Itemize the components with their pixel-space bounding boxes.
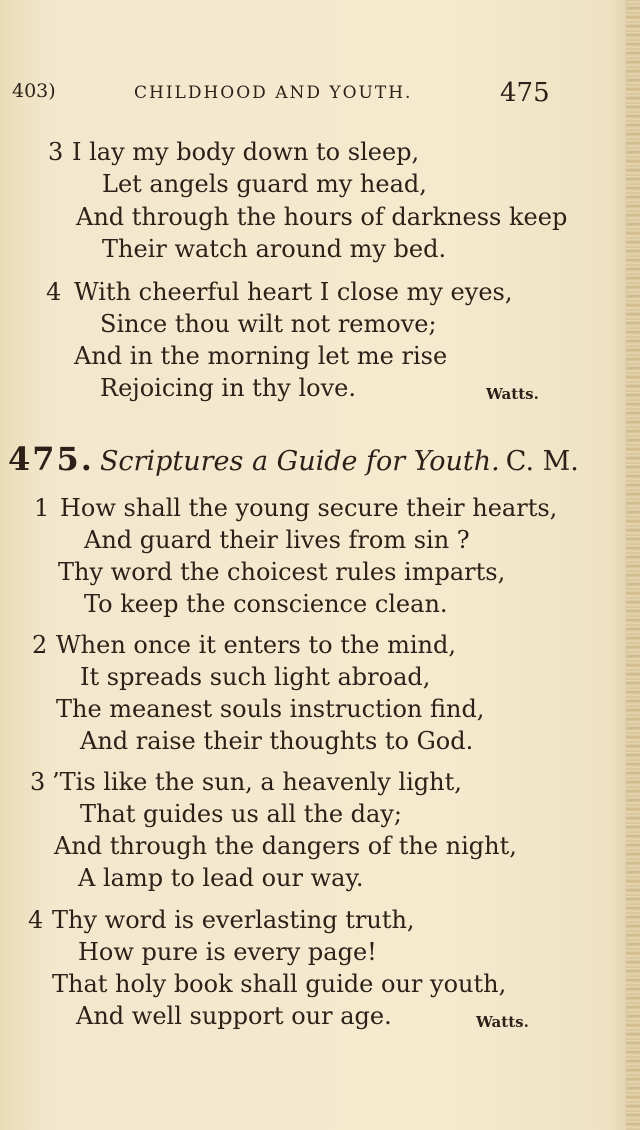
attribution: Watts. [486,385,539,403]
verse-line: And well support our age. [76,1002,392,1030]
verse-line: That holy book shall guide our youth, [52,970,507,998]
running-header [0,80,640,114]
verse-line: With cheerful heart I close my eyes, [74,278,513,306]
stanza-number: 2 [32,631,48,659]
verse-line: To keep the conscience clean. [84,590,448,618]
verse-line: And through the dangers of the night, [54,832,517,860]
stanza-number: 4 [46,278,62,306]
hymn-title: Scriptures a Guide for Youth. [99,446,500,477]
verse-line: When once it enters to the mind, [56,631,457,659]
verse-line: Thy word is everlasting truth, [52,906,415,934]
verse-line: Their watch around my bed. [102,235,447,263]
verse-line: How shall the young secure their hearts, [60,494,558,522]
verse-line: I lay my body down to sleep, [72,138,420,166]
verse-line: And in the morning let me rise [74,342,448,370]
stanza-number: 1 [34,494,50,522]
page-edge [626,0,640,1130]
verse-line: How pure is every page! [78,938,377,966]
hymn-number: 475. [8,440,94,478]
hymn-meter: C. M. [505,446,579,477]
attribution: Watts. [476,1013,529,1031]
verse-line: Let angels guard my head, [102,170,427,198]
verse-line: Since thou wilt not remove; [100,310,437,338]
verse-line: ’Tis like the sun, a heavenly light, [52,768,462,796]
verse-line: A lamp to lead our way. [78,864,364,892]
stanza-number: 3 [48,138,64,166]
header-title: CHILDHOOD AND YOUTH. [134,83,413,103]
verse-line: The meanest souls instruction find, [56,695,485,723]
stanza-number: 4 [28,906,44,934]
verse-line: It spreads such light abroad, [80,663,431,691]
verse-line: And raise their thoughts to God. [80,727,474,755]
verse-line: Thy word the choicest rules imparts, [58,558,506,586]
verse-line: Rejoicing in thy love. [100,374,356,402]
page-number: 475 [500,78,550,108]
header-hymn-range: 403) [12,80,56,102]
verse-line: That guides us all the day; [80,800,402,828]
verse-line: And through the hours of darkness keep [76,203,568,231]
verse-line: And guard their lives from sin ? [84,526,470,554]
hymn-heading [8,440,579,478]
stanza-number: 3 [30,768,46,796]
